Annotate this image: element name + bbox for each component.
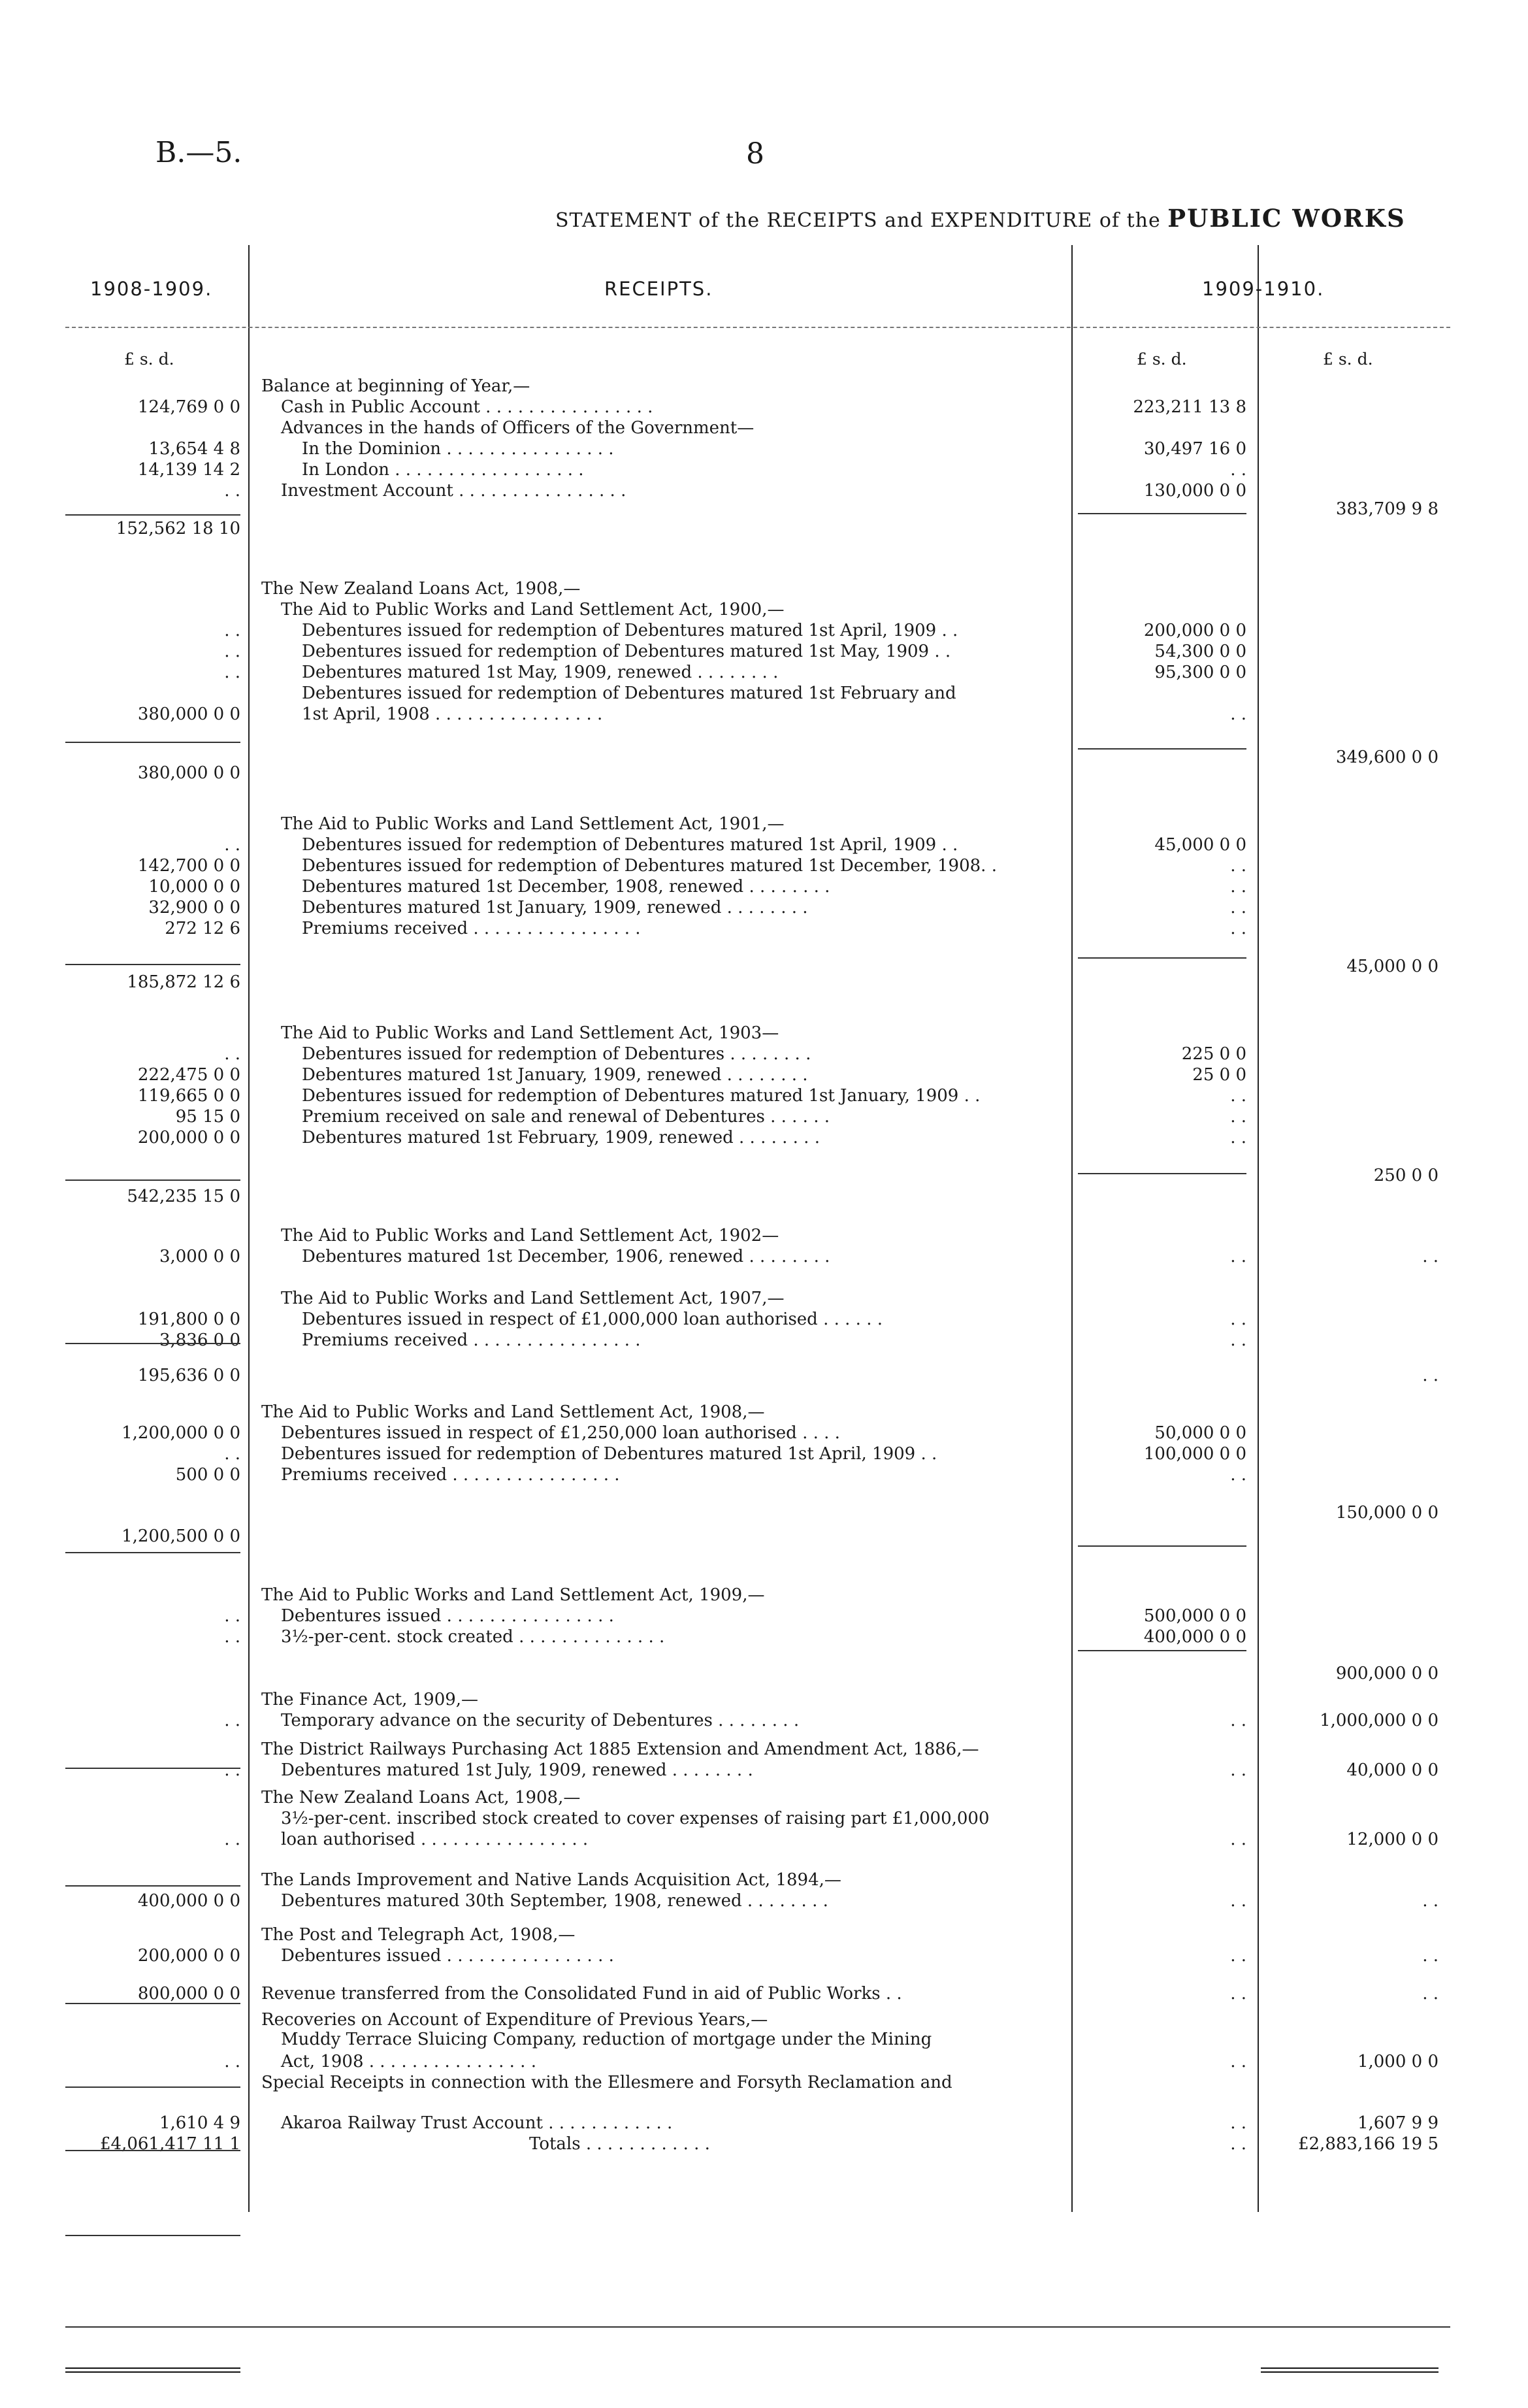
- prev-year-amount: 3,836 0 0: [159, 1330, 240, 1350]
- subtotal-rule: [65, 742, 240, 743]
- current-year-total: 383,709 9 8: [1335, 499, 1439, 519]
- current-year-amount: . .: [1230, 919, 1246, 938]
- receipt-description: Debentures matured 1st January, 1909, renewed . . . . . . . .: [302, 898, 808, 917]
- receipt-description: Balance at beginning of Year,—: [261, 376, 530, 396]
- prev-year-amount: 400,000 0 0: [137, 1891, 240, 1911]
- receipt-description: Revenue transferred from the Consolidated Fund in aid of Public Works . .: [261, 1984, 902, 2004]
- current-year-amount: 400,000 0 0: [1143, 1627, 1246, 1647]
- current-year-amount: 45,000 0 0: [1154, 835, 1246, 855]
- receipt-description: loan authorised . . . . . . . . . . . . . . . .: [281, 1830, 589, 1849]
- prev-year-amount: 1,200,000 0 0: [122, 1423, 240, 1443]
- current-year-amount: 500,000 0 0: [1143, 1606, 1246, 1626]
- column-divider: [1258, 245, 1259, 2212]
- receipt-description: Muddy Terrace Sluicing Company, reduction of mortgage under the Mining: [281, 2030, 932, 2049]
- current-year-amount: 225 0 0: [1181, 1044, 1246, 1064]
- statement-title-text: STATEMENT of the RECEIPTS and EXPENDITURE of the: [555, 209, 1161, 232]
- receipt-description: Special Receipts in connection with the Ellesmere and Forsyth Reclamation and: [261, 2073, 952, 2092]
- currency-header-cur: £ s. d.: [1137, 350, 1187, 369]
- receipt-description: Debentures issued for redemption of Debentures matured 1st April, 1909 . .: [302, 835, 958, 855]
- current-year-amount: . .: [1230, 1760, 1246, 1780]
- prev-year-amount: 1,200,500 0 0: [122, 1526, 240, 1546]
- receipts-table: [65, 245, 1450, 2212]
- currency-header-prev: £ s. d.: [124, 350, 174, 369]
- receipt-description: 3½-per-cent. stock created . . . . . . . . . . . . . .: [281, 1627, 665, 1647]
- receipt-description: Premium received on sale and renewal of Debentures . . . . . .: [302, 1107, 830, 1127]
- receipt-description: Debentures matured 1st February, 1909, renewed . . . . . . . .: [302, 1128, 820, 1147]
- current-year-amount: . .: [1230, 1891, 1246, 1911]
- document-reference: B.—5.: [155, 136, 242, 169]
- receipt-description: Debentures matured 1st January, 1909, renewed . . . . . . . .: [302, 1065, 808, 1085]
- receipt-description: Investment Account . . . . . . . . . . . . . . . .: [281, 481, 626, 501]
- current-year-total: . .: [1422, 1984, 1439, 2004]
- current-year-amount: 30,497 16 0: [1143, 439, 1246, 459]
- receipt-description: Debentures issued for redemption of Debentures matured 1st April, 1909 . .: [281, 1444, 937, 1464]
- prev-year-amount: . .: [224, 1044, 240, 1064]
- current-year-amount: 25 0 0: [1192, 1065, 1246, 1085]
- current-year-amount: . .: [1230, 1946, 1246, 1966]
- prev-year-amount: . .: [224, 1760, 240, 1780]
- receipt-description: Recoveries on Account of Expenditure of Previous Years,—: [261, 2010, 768, 2030]
- prev-year-amount: . .: [224, 1627, 240, 1647]
- prev-year-amount: . .: [224, 2052, 240, 2071]
- totals-double-rule: [65, 2367, 240, 2373]
- receipt-description: Premiums received . . . . . . . . . . . . . . . .: [302, 1330, 641, 1350]
- prev-year-amount: 10,000 0 0: [148, 877, 240, 897]
- current-year-total: 250 0 0: [1373, 1166, 1439, 1185]
- prev-year-amount: 542,235 15 0: [127, 1187, 240, 1206]
- current-year-total: . .: [1422, 1891, 1439, 1911]
- current-year-total: . .: [1422, 1247, 1439, 1266]
- prev-year-amount: . .: [224, 1444, 240, 1464]
- prev-year-amount: 222,475 0 0: [137, 1065, 240, 1085]
- current-year-total: 1,000,000 0 0: [1320, 1711, 1439, 1730]
- receipt-description: Debentures issued for redemption of Debentures matured 1st April, 1909 . .: [302, 621, 958, 640]
- current-year-amount: . .: [1230, 460, 1246, 480]
- subtotal-rule: [65, 2235, 240, 2236]
- current-year-total: . .: [1422, 1366, 1439, 1385]
- receipt-description: Debentures matured 1st December, 1906, renewed . . . . . . . .: [302, 1247, 830, 1266]
- current-year-amount: . .: [1230, 1465, 1246, 1485]
- prev-year-amount: . .: [224, 481, 240, 501]
- current-year-amount: . .: [1230, 877, 1246, 897]
- current-year-amount: 50,000 0 0: [1154, 1423, 1246, 1443]
- receipt-description: Premiums received . . . . . . . . . . . . . . . .: [281, 1465, 620, 1485]
- statement-title: [555, 204, 1406, 233]
- receipt-description: The District Railways Purchasing Act 1885 Extension and Amendment Act, 1886,—: [261, 1740, 979, 1759]
- current-year-amount: . .: [1230, 1247, 1246, 1266]
- receipt-description: The Aid to Public Works and Land Settlement Act, 1909,—: [261, 1585, 765, 1605]
- receipt-description: The New Zealand Loans Act, 1908,—: [261, 1788, 581, 1807]
- prev-year-amount: 32,900 0 0: [148, 898, 240, 917]
- receipt-description: 3½-per-cent. inscribed stock created to cover expenses of raising part £1,000,000: [281, 1809, 990, 1828]
- receipt-description: Advances in the hands of Officers of the Government—: [281, 418, 755, 438]
- subtotal-rule: [1078, 513, 1246, 514]
- prev-year-amount: 185,872 12 6: [127, 972, 240, 992]
- current-year-total: £2,883,166 19 5: [1297, 2134, 1439, 2154]
- current-year-total: 1,607 9 9: [1357, 2113, 1439, 2133]
- statement-title-emphasis: PUBLIC WORKS: [1167, 204, 1406, 233]
- receipt-description: In London . . . . . . . . . . . . . . . . . .: [302, 460, 584, 480]
- prev-year-amount: 95 15 0: [175, 1107, 240, 1127]
- current-year-total: 900,000 0 0: [1335, 1664, 1439, 1683]
- current-year-amount: 200,000 0 0: [1143, 621, 1246, 640]
- receipt-description: Debentures issued for redemption of Debentures matured 1st May, 1909 . .: [302, 642, 951, 661]
- prev-year-amount: 800,000 0 0: [137, 1984, 240, 2004]
- current-year-total: 12,000 0 0: [1346, 1830, 1439, 1849]
- current-year-amount: 54,300 0 0: [1154, 642, 1246, 661]
- receipt-description: The Aid to Public Works and Land Settlement Act, 1903—: [281, 1023, 779, 1043]
- prev-year-amount: . .: [224, 1606, 240, 1626]
- receipt-description: Premiums received . . . . . . . . . . . . . . . .: [302, 919, 641, 938]
- subtotal-rule: [65, 964, 240, 965]
- receipt-description: Debentures issued for redemption of Debentures matured 1st January, 1909 . .: [302, 1086, 981, 1106]
- subtotal-rule: [65, 1885, 240, 1887]
- receipt-description: Debentures issued in respect of £1,250,000 loan authorised . . . .: [281, 1423, 840, 1443]
- current-year-amount: . .: [1230, 856, 1246, 876]
- current-year-amount: . .: [1230, 1086, 1246, 1106]
- receipt-description: Debentures matured 1st July, 1909, renewed . . . . . . . .: [281, 1760, 753, 1780]
- receipt-description: Debentures issued . . . . . . . . . . . . . . . .: [281, 1606, 614, 1626]
- receipt-description: The Aid to Public Works and Land Settlement Act, 1907,—: [281, 1289, 785, 1308]
- subtotal-rule: [65, 2150, 240, 2151]
- current-year-total: 1,000 0 0: [1357, 2052, 1439, 2071]
- current-year-total: 45,000 0 0: [1346, 957, 1439, 976]
- prev-year-amount: 380,000 0 0: [137, 704, 240, 724]
- receipt-description: The Aid to Public Works and Land Settlement Act, 1901,—: [281, 814, 785, 834]
- current-year-amount: . .: [1230, 1830, 1246, 1849]
- prev-year-amount: 380,000 0 0: [137, 763, 240, 783]
- prev-year-amount: . .: [224, 621, 240, 640]
- current-year-amount: 130,000 0 0: [1143, 481, 1246, 501]
- current-year-total: . .: [1422, 1946, 1439, 1966]
- subtotal-rule: [1078, 1650, 1246, 1651]
- totals-double-rule: [1261, 2367, 1439, 2373]
- prev-year-amount: 124,769 0 0: [137, 397, 240, 417]
- receipt-description: Temporary advance on the security of Debentures . . . . . . . .: [281, 1711, 800, 1730]
- receipt-description: Cash in Public Account . . . . . . . . . . . . . . . .: [281, 397, 653, 417]
- subtotal-rule: [1078, 1173, 1246, 1174]
- current-year-amount: . .: [1230, 1310, 1246, 1329]
- column-header-1908-1909: 1908-1909.: [90, 278, 213, 300]
- prev-year-amount: . .: [224, 642, 240, 661]
- receipt-description: Debentures issued for redemption of Debentures matured 1st February and: [302, 684, 956, 703]
- prev-year-amount: 142,700 0 0: [137, 856, 240, 876]
- current-year-total: 150,000 0 0: [1335, 1503, 1439, 1523]
- prev-year-amount: 1,610 4 9: [159, 2113, 240, 2133]
- prev-year-amount: . .: [224, 1711, 240, 1730]
- column-divider: [248, 245, 250, 2212]
- receipt-description: The Aid to Public Works and Land Settlement Act, 1902—: [281, 1226, 779, 1245]
- column-header-1909-1910: 1909-1910.: [1202, 278, 1325, 300]
- current-year-amount: . .: [1230, 1984, 1246, 2004]
- current-year-amount: 100,000 0 0: [1143, 1444, 1246, 1464]
- subtotal-rule: [1078, 1545, 1246, 1547]
- prev-year-amount: 119,665 0 0: [137, 1086, 240, 1106]
- current-year-amount: . .: [1230, 2113, 1246, 2133]
- receipt-description: Debentures issued for redemption of Debentures matured 1st December, 1908. .: [302, 856, 997, 876]
- prev-year-amount: 191,800 0 0: [137, 1310, 240, 1329]
- receipt-description: The Aid to Public Works and Land Settlement Act, 1900,—: [281, 600, 785, 619]
- current-year-amount: 223,211 13 8: [1133, 397, 1246, 417]
- subtotal-rule: [65, 2003, 240, 2004]
- subtotal-rule: [65, 514, 240, 516]
- receipt-description: Debentures issued for redemption of Debentures . . . . . . . .: [302, 1044, 811, 1064]
- subtotal-rule: [65, 1343, 240, 1344]
- page-number: 8: [746, 137, 764, 171]
- receipt-description: The Post and Telegraph Act, 1908,—: [261, 1925, 576, 1945]
- current-year-amount: 95,300 0 0: [1154, 663, 1246, 682]
- subtotal-rule: [65, 1179, 240, 1181]
- prev-year-amount: £4,061,417 11 1: [99, 2134, 240, 2154]
- prev-year-amount: 200,000 0 0: [137, 1946, 240, 1966]
- receipt-description: Debentures matured 30th September, 1908, renewed . . . . . . . .: [281, 1891, 828, 1911]
- subtotal-rule: [65, 2086, 240, 2088]
- current-year-amount: . .: [1230, 1711, 1246, 1730]
- receipt-description: Act, 1908 . . . . . . . . . . . . . . . .: [281, 2052, 536, 2071]
- receipt-description: In the Dominion . . . . . . . . . . . . . . . .: [302, 439, 614, 459]
- prev-year-amount: 3,000 0 0: [159, 1247, 240, 1266]
- subtotal-rule: [1078, 957, 1246, 959]
- prev-year-amount: . .: [224, 663, 240, 682]
- current-year-total: 40,000 0 0: [1346, 1760, 1439, 1780]
- totals-top-rule: [65, 2326, 1450, 2328]
- current-year-amount: . .: [1230, 2134, 1246, 2154]
- current-year-amount: . .: [1230, 704, 1246, 724]
- receipt-description: The Aid to Public Works and Land Settlement Act, 1908,—: [261, 1402, 765, 1422]
- receipt-description: The Lands Improvement and Native Lands Acquisition Act, 1894,—: [261, 1870, 841, 1890]
- current-year-amount: . .: [1230, 898, 1246, 917]
- receipt-description: Akaroa Railway Trust Account . . . . . . . . . . . .: [281, 2113, 673, 2133]
- prev-year-amount: . .: [224, 1830, 240, 1849]
- current-year-amount: . .: [1230, 1330, 1246, 1350]
- prev-year-amount: 14,139 14 2: [137, 460, 240, 480]
- receipt-description: Debentures matured 1st December, 1908, renewed . . . . . . . .: [302, 877, 830, 897]
- prev-year-amount: 200,000 0 0: [137, 1128, 240, 1147]
- current-year-amount: . .: [1230, 1128, 1246, 1147]
- receipt-description: 1st April, 1908 . . . . . . . . . . . . . . . .: [302, 704, 603, 724]
- prev-year-amount: 195,636 0 0: [137, 1366, 240, 1385]
- receipt-description: Debentures issued . . . . . . . . . . . . . . . .: [281, 1946, 614, 1966]
- prev-year-amount: 500 0 0: [175, 1465, 240, 1485]
- prev-year-amount: . .: [224, 835, 240, 855]
- receipt-description: Totals . . . . . . . . . . . .: [529, 2134, 710, 2154]
- receipt-description: Debentures issued in respect of £1,000,000 loan authorised . . . . . .: [302, 1310, 883, 1329]
- header-rule: [65, 327, 1450, 328]
- current-year-amount: . .: [1230, 1107, 1246, 1127]
- subtotal-rule: [65, 1552, 240, 1553]
- prev-year-amount: 152,562 18 10: [116, 519, 240, 538]
- receipt-description: The New Zealand Loans Act, 1908,—: [261, 579, 581, 599]
- prev-year-amount: 13,654 4 8: [148, 439, 240, 459]
- current-year-amount: . .: [1230, 2052, 1246, 2071]
- receipt-description: Debentures matured 1st May, 1909, renewed . . . . . . . .: [302, 663, 779, 682]
- prev-year-amount: 272 12 6: [165, 919, 240, 938]
- subtotal-rule: [65, 1768, 240, 1769]
- currency-header-total: £ s. d.: [1323, 350, 1373, 369]
- current-year-total: 349,600 0 0: [1335, 748, 1439, 767]
- subtotal-rule: [1078, 748, 1246, 750]
- receipt-description: The Finance Act, 1909,—: [261, 1690, 479, 1709]
- column-header-receipts: RECEIPTS.: [604, 278, 713, 300]
